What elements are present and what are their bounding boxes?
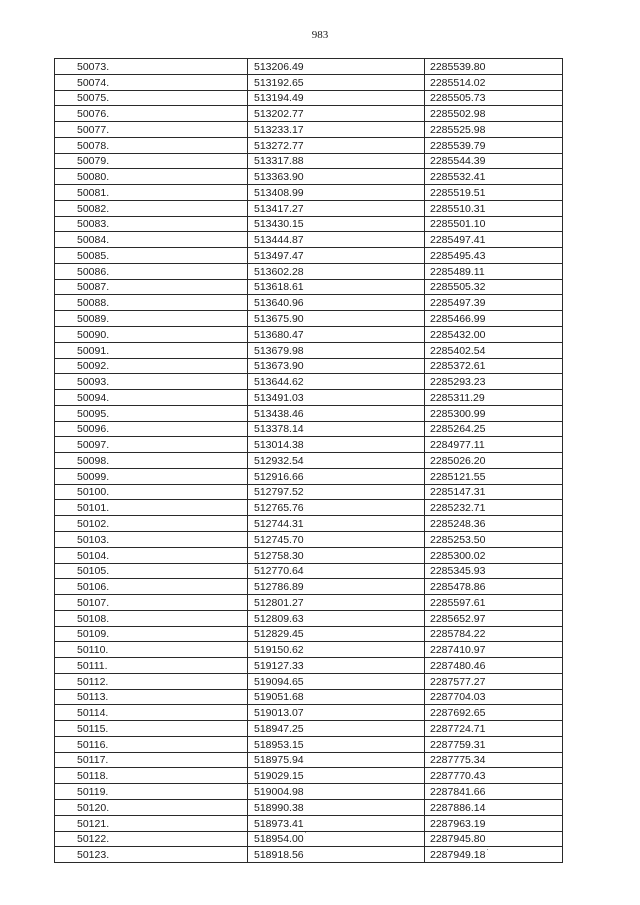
y-coordinate-cell: 2285597.61 [425,595,563,611]
y-coordinate-cell: 2285532.41 [425,169,563,185]
point-id-cell: 50116. [55,736,248,752]
y-coordinate-cell: 2287759.31 [425,736,563,752]
x-coordinate-cell: 513438.46 [248,405,425,421]
x-coordinate-cell: 513491.03 [248,390,425,406]
x-coordinate-cell: 518953.15 [248,736,425,752]
y-coordinate-cell: 2285502.98 [425,106,563,122]
table-row [55,311,563,327]
table-row [55,784,563,800]
y-coordinate-cell: 2287945.80 [425,831,563,847]
table-row [55,137,563,153]
table-row [55,768,563,784]
y-coordinate-cell: 2285147.31 [425,484,563,500]
x-coordinate-cell: 513640.96 [248,295,425,311]
point-id-cell: 50115. [55,721,248,737]
table-row [55,405,563,421]
y-coordinate-cell: 2287775.34 [425,752,563,768]
table-row [55,342,563,358]
table-row [55,216,563,232]
x-coordinate-cell: 512932.54 [248,453,425,469]
table-row [55,595,563,611]
point-id-cell: 50082. [55,200,248,216]
point-id-cell: 50086. [55,263,248,279]
point-id-cell: 50119. [55,784,248,800]
x-coordinate-cell: 513192.65 [248,74,425,90]
y-coordinate-cell: 2287886.14 [425,799,563,815]
table-row [55,721,563,737]
y-coordinate-cell: 2285026.20 [425,453,563,469]
point-id-cell: 50073. [55,59,248,75]
table-row [55,358,563,374]
point-id-cell: 50076. [55,106,248,122]
y-coordinate-cell: 2285300.99 [425,405,563,421]
point-id-cell: 50120. [55,799,248,815]
y-coordinate-cell: 2287963.19 [425,815,563,831]
y-coordinate-cell: 2287841.66 [425,784,563,800]
table-row [55,74,563,90]
point-id-cell: 50104. [55,547,248,563]
x-coordinate-cell: 519127.33 [248,658,425,674]
y-coordinate-cell: 2287770.43 [425,768,563,784]
x-coordinate-cell: 512744.31 [248,516,425,532]
point-id-cell: 50101. [55,500,248,516]
y-coordinate-cell: 2285372.61 [425,358,563,374]
table-row [55,106,563,122]
y-coordinate-cell: 2285497.41 [425,232,563,248]
point-id-cell: 50109. [55,626,248,642]
y-coordinate-cell: 2285519.51 [425,185,563,201]
point-id-cell: 50083. [55,216,248,232]
table-row [55,484,563,500]
x-coordinate-cell: 513444.87 [248,232,425,248]
x-coordinate-cell: 513618.61 [248,279,425,295]
table-row [55,673,563,689]
y-coordinate-cell: 2285539.80 [425,59,563,75]
table-row [55,815,563,831]
x-coordinate-cell: 513378.14 [248,421,425,437]
point-id-cell: 50093. [55,374,248,390]
scan-speck [305,832,306,833]
table-row [55,563,563,579]
table-row [55,642,563,658]
point-id-cell: 50075. [55,90,248,106]
y-coordinate-cell: 2285525.98 [425,122,563,138]
x-coordinate-cell: 513202.77 [248,106,425,122]
y-coordinate-cell: 2287480.46 [425,658,563,674]
point-id-cell: 50091. [55,342,248,358]
table-row [55,752,563,768]
point-id-cell: 50117. [55,752,248,768]
point-id-cell: 50105. [55,563,248,579]
point-id-cell: 50107. [55,595,248,611]
coordinate-table-body [55,59,563,863]
x-coordinate-cell: 518918.56 [248,847,425,863]
x-coordinate-cell: 513679.98 [248,342,425,358]
x-coordinate-cell: 518954.00 [248,831,425,847]
point-id-cell: 50111. [55,658,248,674]
point-id-cell: 50100. [55,484,248,500]
point-id-cell: 50096. [55,421,248,437]
point-id-cell: 50088. [55,295,248,311]
point-id-cell: 50089. [55,311,248,327]
table-row [55,374,563,390]
x-coordinate-cell: 519051.68 [248,689,425,705]
table-row [55,547,563,563]
x-coordinate-cell: 518947.25 [248,721,425,737]
point-id-cell: 50078. [55,137,248,153]
point-id-cell: 50097. [55,437,248,453]
table-row [55,626,563,642]
x-coordinate-cell: 519029.15 [248,768,425,784]
point-id-cell: 50121. [55,815,248,831]
y-coordinate-cell: 2285300.02 [425,547,563,563]
x-coordinate-cell: 519150.62 [248,642,425,658]
scan-speck [487,849,488,850]
table-row [55,453,563,469]
point-id-cell: 50110. [55,642,248,658]
x-coordinate-cell: 512765.76 [248,500,425,516]
table-row [55,658,563,674]
x-coordinate-cell: 513430.15 [248,216,425,232]
y-coordinate-cell: 2285497.39 [425,295,563,311]
table-row [55,799,563,815]
y-coordinate-cell: 2285345.93 [425,563,563,579]
point-id-cell: 50090. [55,327,248,343]
table-row [55,59,563,75]
point-id-cell: 50113. [55,689,248,705]
x-coordinate-cell: 512770.64 [248,563,425,579]
point-id-cell: 50103. [55,531,248,547]
y-coordinate-cell: 2287724.71 [425,721,563,737]
table-row [55,831,563,847]
point-id-cell: 50114. [55,705,248,721]
y-coordinate-cell: 2287692.65 [425,705,563,721]
table-row [55,531,563,547]
table-row [55,90,563,106]
x-coordinate-cell: 513680.47 [248,327,425,343]
point-id-cell: 50118. [55,768,248,784]
x-coordinate-cell: 513272.77 [248,137,425,153]
x-coordinate-cell: 519013.07 [248,705,425,721]
y-coordinate-cell: 2287577.27 [425,673,563,689]
y-coordinate-cell: 2285501.10 [425,216,563,232]
y-coordinate-cell: 2285402.54 [425,342,563,358]
x-coordinate-cell: 513497.47 [248,248,425,264]
x-coordinate-cell: 512801.27 [248,595,425,611]
table-row [55,122,563,138]
x-coordinate-cell: 513014.38 [248,437,425,453]
point-id-cell: 50085. [55,248,248,264]
x-coordinate-cell: 513233.17 [248,122,425,138]
table-row [55,248,563,264]
table-row [55,500,563,516]
point-id-cell: 50122. [55,831,248,847]
y-coordinate-cell: 2285121.55 [425,468,563,484]
x-coordinate-cell: 512786.89 [248,579,425,595]
y-coordinate-cell: 2285514.02 [425,74,563,90]
coordinate-table [54,58,563,863]
x-coordinate-cell: 512829.45 [248,626,425,642]
y-coordinate-cell: 2285293.23 [425,374,563,390]
point-id-cell: 50098. [55,453,248,469]
point-id-cell: 50095. [55,405,248,421]
table-row [55,153,563,169]
point-id-cell: 50106. [55,579,248,595]
x-coordinate-cell: 512809.63 [248,610,425,626]
y-coordinate-cell: 2287410.97 [425,642,563,658]
x-coordinate-cell: 513206.49 [248,59,425,75]
point-id-cell: 50080. [55,169,248,185]
table-row [55,185,563,201]
point-id-cell: 50087. [55,279,248,295]
point-id-cell: 50081. [55,185,248,201]
table-row [55,295,563,311]
x-coordinate-cell: 512797.52 [248,484,425,500]
point-id-cell: 50094. [55,390,248,406]
page-number: 983 [311,29,329,41]
point-id-cell: 50079. [55,153,248,169]
y-coordinate-cell: 2285544.39 [425,153,563,169]
table-row [55,437,563,453]
table-row [55,279,563,295]
x-coordinate-cell: 513675.90 [248,311,425,327]
y-coordinate-cell: 2285495.43 [425,248,563,264]
x-coordinate-cell: 518975.94 [248,752,425,768]
y-coordinate-cell: 2287949.18 [425,847,563,863]
table-row [55,390,563,406]
y-coordinate-cell: 2285466.99 [425,311,563,327]
point-id-cell: 50112. [55,673,248,689]
x-coordinate-cell: 519094.65 [248,673,425,689]
y-coordinate-cell: 2285489.11 [425,263,563,279]
table-row [55,200,563,216]
y-coordinate-cell: 2285248.36 [425,516,563,532]
point-id-cell: 50108. [55,610,248,626]
table-row [55,421,563,437]
point-id-cell: 50084. [55,232,248,248]
y-coordinate-cell: 2287704.03 [425,689,563,705]
y-coordinate-cell: 2285253.50 [425,531,563,547]
y-coordinate-cell: 2285264.25 [425,421,563,437]
table-row [55,169,563,185]
x-coordinate-cell: 513408.99 [248,185,425,201]
y-coordinate-cell: 2285432.00 [425,327,563,343]
point-id-cell: 50074. [55,74,248,90]
x-coordinate-cell: 512916.66 [248,468,425,484]
table-row [55,736,563,752]
x-coordinate-cell: 513602.28 [248,263,425,279]
y-coordinate-cell: 2285311.29 [425,390,563,406]
x-coordinate-cell: 513194.49 [248,90,425,106]
x-coordinate-cell: 513673.90 [248,358,425,374]
y-coordinate-cell: 2285478.86 [425,579,563,595]
y-coordinate-cell: 2285652.97 [425,610,563,626]
table-row [55,705,563,721]
y-coordinate-cell: 2285505.32 [425,279,563,295]
x-coordinate-cell: 519004.98 [248,784,425,800]
y-coordinate-cell: 2285505.73 [425,90,563,106]
x-coordinate-cell: 513644.62 [248,374,425,390]
point-id-cell: 50077. [55,122,248,138]
point-id-cell: 50099. [55,468,248,484]
x-coordinate-cell: 513363.90 [248,169,425,185]
table-row [55,579,563,595]
x-coordinate-cell: 513317.88 [248,153,425,169]
table-row [55,689,563,705]
table-row [55,232,563,248]
y-coordinate-cell: 2285510.31 [425,200,563,216]
point-id-cell: 50092. [55,358,248,374]
x-coordinate-cell: 512758.30 [248,547,425,563]
point-id-cell: 50102. [55,516,248,532]
y-coordinate-cell: 2285784.22 [425,626,563,642]
x-coordinate-cell: 513417.27 [248,200,425,216]
y-coordinate-cell: 2285232.71 [425,500,563,516]
table-row [55,263,563,279]
table-row [55,610,563,626]
x-coordinate-cell: 512745.70 [248,531,425,547]
y-coordinate-cell: 2284977.11 [425,437,563,453]
x-coordinate-cell: 518990.38 [248,799,425,815]
x-coordinate-cell: 518973.41 [248,815,425,831]
point-id-cell: 50123. [55,847,248,863]
table-row [55,516,563,532]
table-row [55,327,563,343]
y-coordinate-cell: 2285539.79 [425,137,563,153]
table-row [55,468,563,484]
